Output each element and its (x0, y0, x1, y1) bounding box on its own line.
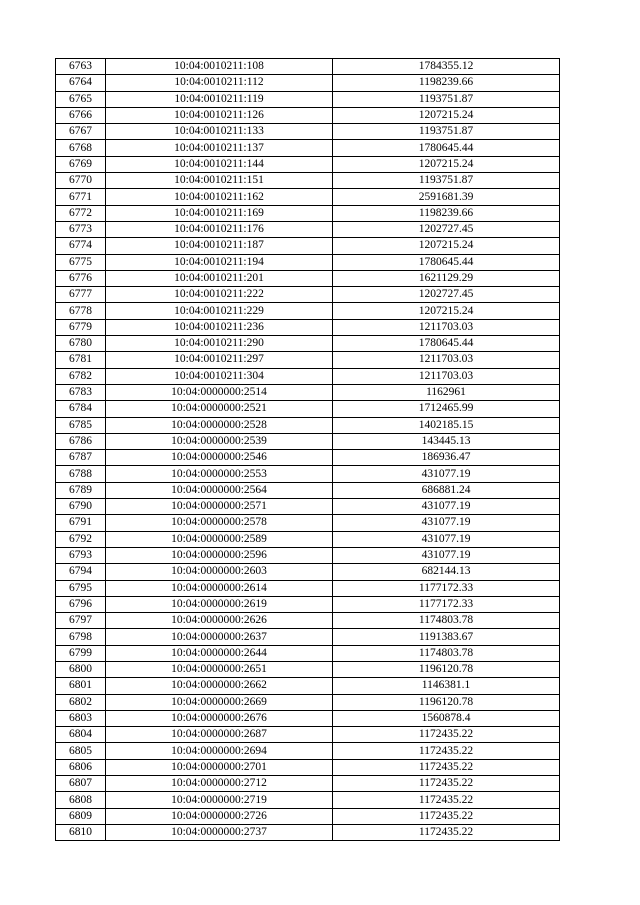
cadastral-number-cell: 10:04:0010211:194 (106, 254, 333, 270)
row-number-cell: 6810 (56, 824, 106, 840)
table-row (56, 792, 560, 808)
cadastral-number-cell: 10:04:0010211:151 (106, 173, 333, 189)
row-number-cell: 6781 (56, 352, 106, 368)
row-number-cell: 6802 (56, 694, 106, 710)
table-row (56, 727, 560, 743)
table-row (56, 59, 560, 75)
row-number-cell: 6797 (56, 613, 106, 629)
row-number-cell: 6796 (56, 596, 106, 612)
row-number-cell: 6800 (56, 661, 106, 677)
value-cell: 1193751.87 (333, 91, 560, 107)
table-row (56, 352, 560, 368)
cadastral-number-cell: 10:04:0000000:2694 (106, 743, 333, 759)
table-row (56, 515, 560, 531)
row-number-cell: 6777 (56, 287, 106, 303)
value-cell: 431077.19 (333, 499, 560, 515)
row-number-cell: 6765 (56, 91, 106, 107)
cadastral-number-cell: 10:04:0010211:144 (106, 156, 333, 172)
cadastral-number-cell: 10:04:0010211:169 (106, 205, 333, 221)
value-cell: 1177172.33 (333, 580, 560, 596)
cadastral-number-cell: 10:04:0010211:290 (106, 336, 333, 352)
row-number-cell: 6772 (56, 205, 106, 221)
table-row (56, 564, 560, 580)
value-cell: 1193751.87 (333, 173, 560, 189)
value-cell: 1780645.44 (333, 140, 560, 156)
value-cell: 1211703.03 (333, 368, 560, 384)
row-number-cell: 6786 (56, 433, 106, 449)
cadastral-number-cell: 10:04:0010211:126 (106, 107, 333, 123)
value-cell: 1177172.33 (333, 596, 560, 612)
row-number-cell: 6763 (56, 59, 106, 75)
cadastral-value-table (55, 58, 560, 841)
row-number-cell: 6776 (56, 270, 106, 286)
table-row (56, 450, 560, 466)
row-number-cell: 6764 (56, 75, 106, 91)
row-number-cell: 6792 (56, 531, 106, 547)
value-cell: 1712465.99 (333, 401, 560, 417)
row-number-cell: 6790 (56, 499, 106, 515)
table-row (56, 238, 560, 254)
cadastral-number-cell: 10:04:0010211:137 (106, 140, 333, 156)
table-row (56, 433, 560, 449)
value-cell: 1402185.15 (333, 417, 560, 433)
row-number-cell: 6775 (56, 254, 106, 270)
table-row (56, 156, 560, 172)
value-cell: 1172435.22 (333, 759, 560, 775)
value-cell: 1174803.78 (333, 645, 560, 661)
cadastral-number-cell: 10:04:0000000:2737 (106, 824, 333, 840)
table-row (56, 531, 560, 547)
value-cell: 1207215.24 (333, 156, 560, 172)
table-row (56, 580, 560, 596)
table-row (56, 107, 560, 123)
table-row (56, 596, 560, 612)
row-number-cell: 6778 (56, 303, 106, 319)
value-cell: 1198239.66 (333, 75, 560, 91)
value-cell: 686881.24 (333, 482, 560, 498)
table-row (56, 694, 560, 710)
value-cell: 682144.13 (333, 564, 560, 580)
value-cell: 1162961 (333, 384, 560, 400)
table-row (56, 547, 560, 563)
value-cell: 431077.19 (333, 466, 560, 482)
value-cell: 1780645.44 (333, 254, 560, 270)
value-cell: 186936.47 (333, 450, 560, 466)
cadastral-number-cell: 10:04:0010211:304 (106, 368, 333, 384)
value-cell: 431077.19 (333, 531, 560, 547)
table-row (56, 75, 560, 91)
table-row (56, 661, 560, 677)
value-cell: 1172435.22 (333, 824, 560, 840)
row-number-cell: 6794 (56, 564, 106, 580)
cadastral-number-cell: 10:04:0010211:201 (106, 270, 333, 286)
cadastral-number-cell: 10:04:0000000:2726 (106, 808, 333, 824)
cadastral-number-cell: 10:04:0010211:297 (106, 352, 333, 368)
cadastral-number-cell: 10:04:0010211:112 (106, 75, 333, 91)
table-row (56, 319, 560, 335)
row-number-cell: 6774 (56, 238, 106, 254)
table-row (56, 91, 560, 107)
table-row (56, 678, 560, 694)
cadastral-number-cell: 10:04:0000000:2521 (106, 401, 333, 417)
table-row (56, 645, 560, 661)
table-row (56, 499, 560, 515)
row-number-cell: 6768 (56, 140, 106, 156)
cadastral-number-cell: 10:04:0000000:2578 (106, 515, 333, 531)
row-number-cell: 6793 (56, 547, 106, 563)
row-number-cell: 6789 (56, 482, 106, 498)
cadastral-number-cell: 10:04:0000000:2619 (106, 596, 333, 612)
cadastral-number-cell: 10:04:0010211:187 (106, 238, 333, 254)
table-row (56, 776, 560, 792)
cadastral-number-cell: 10:04:0000000:2687 (106, 727, 333, 743)
value-cell: 431077.19 (333, 515, 560, 531)
table-row (56, 254, 560, 270)
cadastral-number-cell: 10:04:0000000:2514 (106, 384, 333, 400)
value-cell: 1211703.03 (333, 319, 560, 335)
cadastral-number-cell: 10:04:0010211:229 (106, 303, 333, 319)
table-row (56, 417, 560, 433)
value-cell: 1202727.45 (333, 287, 560, 303)
row-number-cell: 6798 (56, 629, 106, 645)
row-number-cell: 6801 (56, 678, 106, 694)
value-cell: 1172435.22 (333, 808, 560, 824)
row-number-cell: 6779 (56, 319, 106, 335)
value-cell: 1207215.24 (333, 238, 560, 254)
cadastral-number-cell: 10:04:0010211:236 (106, 319, 333, 335)
value-cell: 1146381.1 (333, 678, 560, 694)
value-cell: 1202727.45 (333, 221, 560, 237)
row-number-cell: 6808 (56, 792, 106, 808)
cadastral-number-cell: 10:04:0000000:2553 (106, 466, 333, 482)
table-body (56, 59, 560, 841)
table-row (56, 401, 560, 417)
table-row (56, 824, 560, 840)
value-cell: 1193751.87 (333, 124, 560, 140)
cadastral-number-cell: 10:04:0000000:2651 (106, 661, 333, 677)
cadastral-number-cell: 10:04:0000000:2669 (106, 694, 333, 710)
cadastral-number-cell: 10:04:0000000:2596 (106, 547, 333, 563)
value-cell: 1560878.4 (333, 710, 560, 726)
row-number-cell: 6799 (56, 645, 106, 661)
value-cell: 1172435.22 (333, 792, 560, 808)
value-cell: 1207215.24 (333, 303, 560, 319)
table-row (56, 482, 560, 498)
row-number-cell: 6767 (56, 124, 106, 140)
value-cell: 1207215.24 (333, 107, 560, 123)
row-number-cell: 6805 (56, 743, 106, 759)
row-number-cell: 6791 (56, 515, 106, 531)
table-row (56, 466, 560, 482)
cadastral-number-cell: 10:04:0000000:2614 (106, 580, 333, 596)
value-cell: 2591681.39 (333, 189, 560, 205)
value-cell: 1784355.12 (333, 59, 560, 75)
value-cell: 1196120.78 (333, 661, 560, 677)
value-cell: 1196120.78 (333, 694, 560, 710)
row-number-cell: 6766 (56, 107, 106, 123)
cadastral-number-cell: 10:04:0000000:2712 (106, 776, 333, 792)
cadastral-number-cell: 10:04:0000000:2626 (106, 613, 333, 629)
table-row (56, 287, 560, 303)
value-cell: 1172435.22 (333, 727, 560, 743)
row-number-cell: 6803 (56, 710, 106, 726)
cadastral-number-cell: 10:04:0010211:133 (106, 124, 333, 140)
row-number-cell: 6787 (56, 450, 106, 466)
cadastral-number-cell: 10:04:0000000:2701 (106, 759, 333, 775)
table-row (56, 140, 560, 156)
value-cell: 1211703.03 (333, 352, 560, 368)
table-row (56, 629, 560, 645)
cadastral-number-cell: 10:04:0010211:222 (106, 287, 333, 303)
cadastral-number-cell: 10:04:0000000:2571 (106, 499, 333, 515)
table-row (56, 808, 560, 824)
value-cell: 1780645.44 (333, 336, 560, 352)
value-cell: 1174803.78 (333, 613, 560, 629)
row-number-cell: 6782 (56, 368, 106, 384)
cadastral-number-cell: 10:04:0010211:108 (106, 59, 333, 75)
table-row (56, 205, 560, 221)
cadastral-number-cell: 10:04:0000000:2539 (106, 433, 333, 449)
table-row (56, 270, 560, 286)
document-page (55, 58, 559, 841)
row-number-cell: 6795 (56, 580, 106, 596)
cadastral-number-cell: 10:04:0000000:2644 (106, 645, 333, 661)
row-number-cell: 6788 (56, 466, 106, 482)
row-number-cell: 6769 (56, 156, 106, 172)
table-row (56, 384, 560, 400)
table-row (56, 336, 560, 352)
value-cell: 431077.19 (333, 547, 560, 563)
table-row (56, 743, 560, 759)
cadastral-number-cell: 10:04:0010211:162 (106, 189, 333, 205)
value-cell: 1172435.22 (333, 776, 560, 792)
table-row (56, 124, 560, 140)
value-cell: 1191383.67 (333, 629, 560, 645)
table-row (56, 710, 560, 726)
value-cell: 1172435.22 (333, 743, 560, 759)
table-row (56, 189, 560, 205)
table-row (56, 221, 560, 237)
row-number-cell: 6780 (56, 336, 106, 352)
table-row (56, 303, 560, 319)
value-cell: 143445.13 (333, 433, 560, 449)
row-number-cell: 6784 (56, 401, 106, 417)
cadastral-number-cell: 10:04:0000000:2564 (106, 482, 333, 498)
cadastral-number-cell: 10:04:0000000:2662 (106, 678, 333, 694)
cadastral-number-cell: 10:04:0000000:2528 (106, 417, 333, 433)
cadastral-number-cell: 10:04:0000000:2676 (106, 710, 333, 726)
value-cell: 1621129.29 (333, 270, 560, 286)
cadastral-number-cell: 10:04:0000000:2637 (106, 629, 333, 645)
row-number-cell: 6785 (56, 417, 106, 433)
row-number-cell: 6804 (56, 727, 106, 743)
cadastral-number-cell: 10:04:0000000:2546 (106, 450, 333, 466)
row-number-cell: 6806 (56, 759, 106, 775)
cadastral-number-cell: 10:04:0000000:2589 (106, 531, 333, 547)
row-number-cell: 6807 (56, 776, 106, 792)
row-number-cell: 6770 (56, 173, 106, 189)
cadastral-number-cell: 10:04:0010211:176 (106, 221, 333, 237)
row-number-cell: 6771 (56, 189, 106, 205)
table-row (56, 173, 560, 189)
row-number-cell: 6783 (56, 384, 106, 400)
table-row (56, 759, 560, 775)
row-number-cell: 6809 (56, 808, 106, 824)
table-row (56, 613, 560, 629)
table-row (56, 368, 560, 384)
row-number-cell: 6773 (56, 221, 106, 237)
cadastral-number-cell: 10:04:0000000:2719 (106, 792, 333, 808)
value-cell: 1198239.66 (333, 205, 560, 221)
cadastral-number-cell: 10:04:0000000:2603 (106, 564, 333, 580)
cadastral-number-cell: 10:04:0010211:119 (106, 91, 333, 107)
